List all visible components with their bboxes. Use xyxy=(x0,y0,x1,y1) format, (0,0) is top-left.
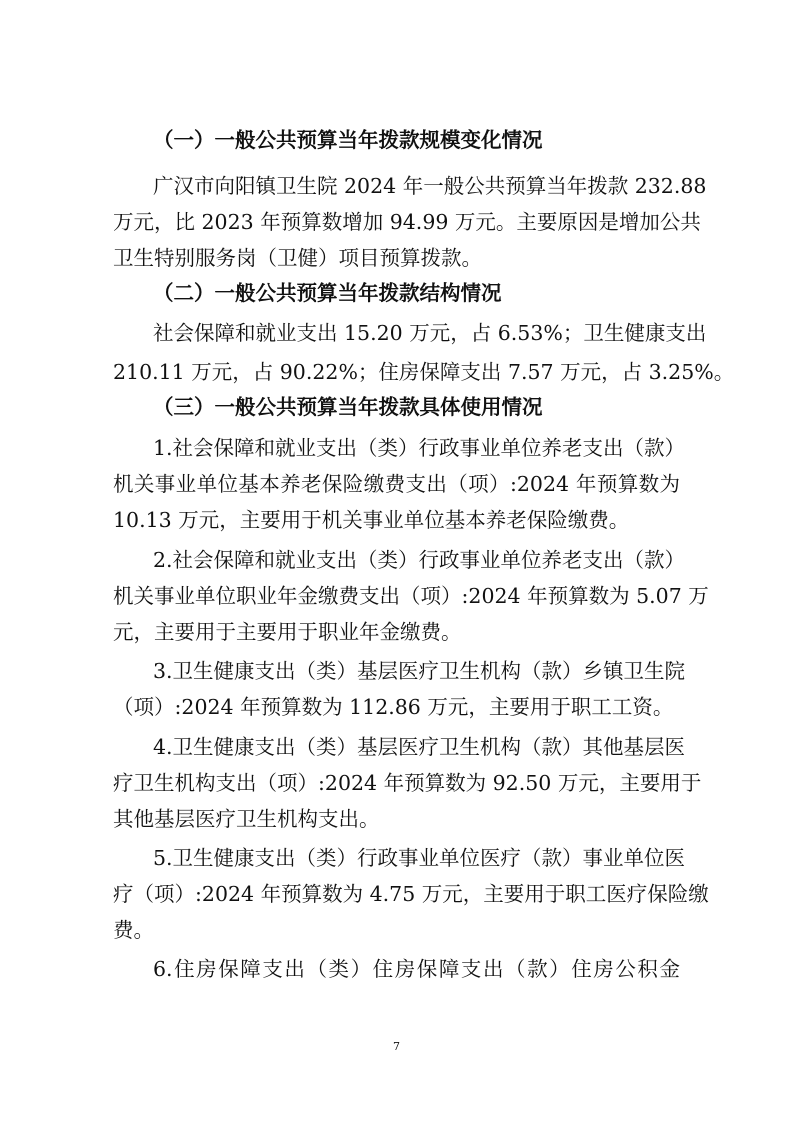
paragraph-line: 3.卫生健康支出（类）基层医疗卫生机构（款）乡镇卫生院 xyxy=(153,659,686,683)
paragraph-line: 10.13 万元，主要用于机关事业单位基本养老保险缴费。 xyxy=(113,508,630,532)
paragraph-line: 4.卫生健康支出（类）基层医疗卫生机构（款）其他基层医 xyxy=(153,735,686,759)
paragraph-line: 疗（项）:2024 年预算数为 4.75 万元，主要用于职工医疗保险缴 xyxy=(113,882,709,906)
paragraph-line: 1.社会保障和就业支出（类）行政事业单位养老支出（款） xyxy=(153,436,686,460)
page-number: 7 xyxy=(393,1040,400,1053)
paragraph-line: 2.社会保障和就业支出（类）行政事业单位养老支出（款） xyxy=(153,548,686,572)
section-heading: （三）一般公共预算当年拨款具体使用情况 xyxy=(153,395,543,419)
paragraph-line: 210.11 万元，占 90.22%；住房保障支出 7.57 万元，占 3.25%。 xyxy=(113,360,735,384)
paragraph-line: 费。 xyxy=(113,918,154,942)
paragraph-line: 机关事业单位职业年金缴费支出（项）:2024 年预算数为 5.07 万 xyxy=(113,584,709,608)
paragraph-line: 疗卫生机构支出（项）:2024 年预算数为 92.50 万元，主要用于 xyxy=(113,771,702,795)
section-heading: （二）一般公共预算当年拨款结构情况 xyxy=(153,281,502,305)
paragraph-line: 卫生特别服务岗（卫健）项目预算拨款。 xyxy=(113,246,482,270)
paragraph-line: 其他基层医疗卫生机构支出。 xyxy=(113,807,380,831)
paragraph-line: 广汉市向阳镇卫生院 2024 年一般公共预算当年拨款 232.88 xyxy=(153,174,707,198)
section-heading: （一）一般公共预算当年拨款规模变化情况 xyxy=(153,128,543,152)
paragraph-line: 6.住房保障支出（类）住房保障支出（款）住房公积金 xyxy=(153,957,680,981)
paragraph-line: 社会保障和就业支出 15.20 万元，占 6.53%；卫生健康支出 xyxy=(153,321,707,345)
paragraph-line: （项）:2024 年预算数为 112.86 万元，主要用于职工工资。 xyxy=(113,695,674,719)
paragraph-line: 5.卫生健康支出（类）行政事业单位医疗（款）事业单位医 xyxy=(153,846,686,870)
paragraph-line: 万元，比 2023 年预算数增加 94.99 万元。主要原因是增加公共 xyxy=(113,210,701,234)
paragraph-line: 机关事业单位基本养老保险缴费支出（项）:2024 年预算数为 xyxy=(113,472,680,496)
paragraph-line: 元，主要用于主要用于职业年金缴费。 xyxy=(113,620,462,644)
